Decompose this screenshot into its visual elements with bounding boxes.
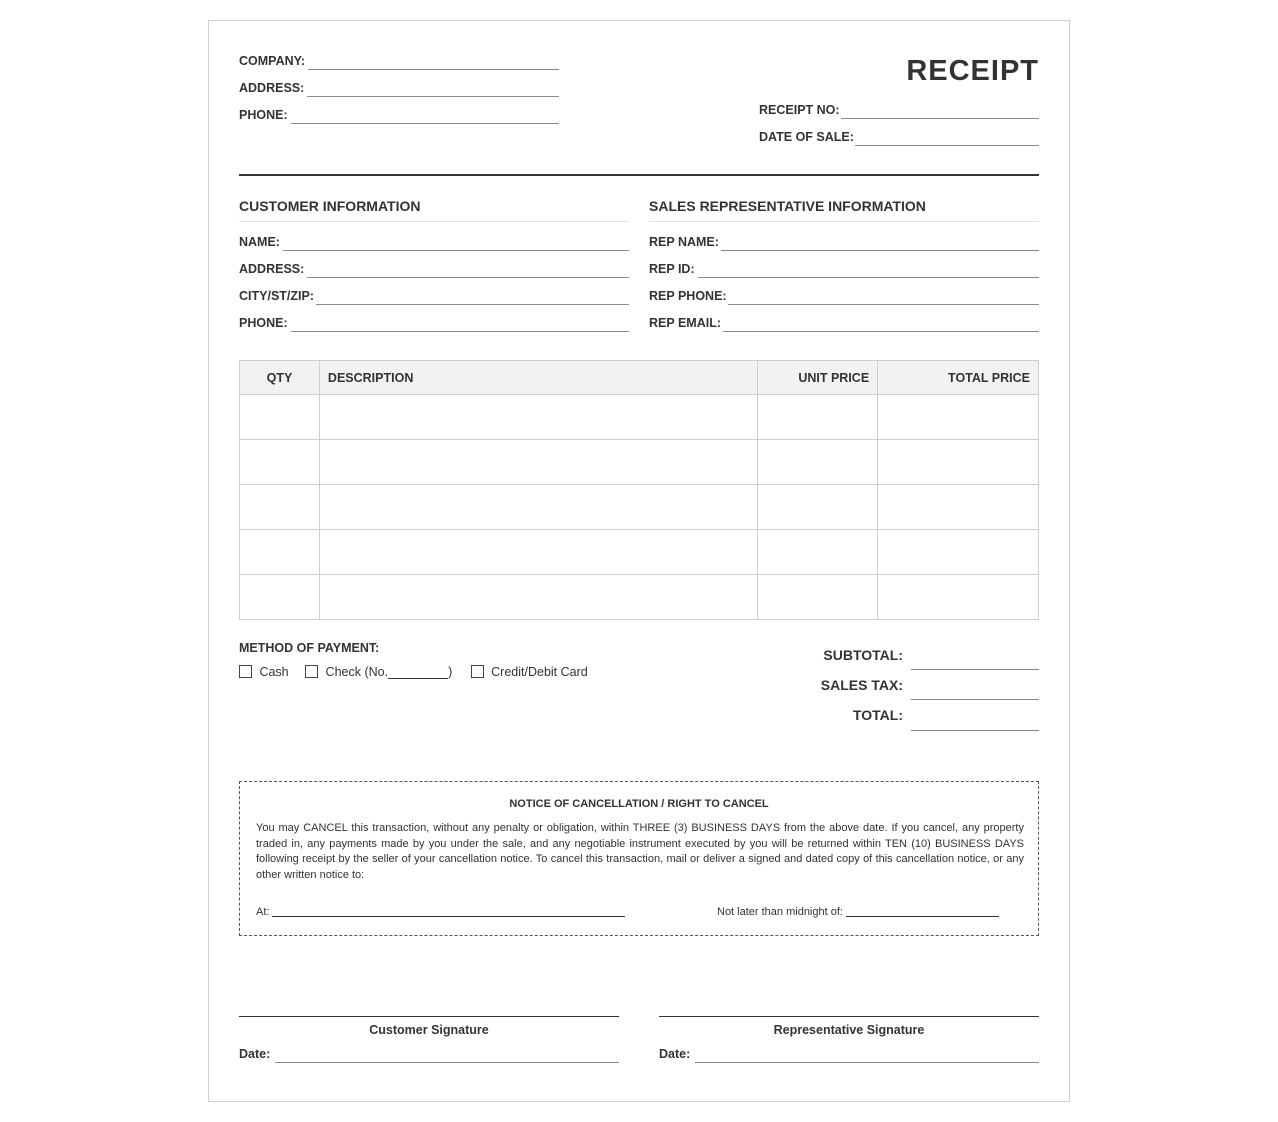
rep-phone-label: REP PHONE:	[649, 289, 727, 303]
customer-heading-rule	[239, 221, 629, 222]
check-checkbox[interactable]	[305, 665, 318, 678]
column-header-unit-price: UNIT PRICE	[758, 361, 878, 395]
rep-date-label: Date:	[659, 1047, 691, 1061]
column-header-qty: QTY	[240, 361, 320, 395]
payment-options	[239, 663, 588, 679]
receipt-no-label: RECEIPT NO:	[759, 103, 840, 117]
rep-heading-rule	[649, 221, 1039, 222]
customer-address-label: ADDRESS:	[239, 262, 305, 276]
customer-date-field[interactable]	[275, 1062, 619, 1063]
customer-signature-line[interactable]	[239, 1016, 619, 1017]
notice-at-field[interactable]	[272, 916, 625, 917]
receipt-page	[208, 20, 1070, 1102]
subtotal-field[interactable]	[911, 669, 1039, 670]
company-phone-field[interactable]	[291, 123, 559, 124]
notice-title: NOTICE OF CANCELLATION / RIGHT TO CANCEL	[509, 798, 769, 810]
rep-name-label: REP NAME:	[649, 235, 719, 249]
table-cell[interactable]	[240, 485, 320, 530]
card-label: Credit/Debit Card	[491, 665, 588, 679]
table-cell[interactable]	[319, 530, 757, 575]
customer-info-heading: CUSTOMER INFORMATION	[239, 198, 421, 214]
table-cell[interactable]	[878, 530, 1039, 575]
rep-signature-label: Representative Signature	[773, 1023, 925, 1037]
customer-address-field[interactable]	[307, 277, 629, 278]
sales-tax-field[interactable]	[911, 699, 1039, 700]
customer-phone-label: PHONE:	[239, 316, 288, 330]
rep-id-field[interactable]	[698, 277, 1039, 278]
table-row	[240, 575, 1039, 620]
card-checkbox[interactable]	[471, 665, 484, 678]
table-row	[240, 530, 1039, 575]
table-cell[interactable]	[758, 440, 878, 485]
rep-date-field[interactable]	[695, 1062, 1039, 1063]
date-of-sale-field[interactable]	[855, 145, 1039, 146]
table-cell[interactable]	[878, 485, 1039, 530]
receipt-title: RECEIPT	[906, 55, 1039, 87]
cancellation-notice	[239, 781, 1039, 936]
rep-name-field[interactable]	[721, 250, 1039, 251]
table-cell[interactable]	[758, 485, 878, 530]
customer-city-label: CITY/ST/ZIP:	[239, 289, 314, 303]
customer-name-label: NAME:	[239, 235, 280, 249]
table-row	[240, 485, 1039, 530]
table-cell[interactable]	[758, 530, 878, 575]
column-header-total-price: TOTAL PRICE	[878, 361, 1039, 395]
table-cell[interactable]	[319, 575, 757, 620]
rep-id-label: REP ID:	[649, 262, 695, 276]
table-cell[interactable]	[878, 440, 1039, 485]
company-label: COMPANY:	[239, 54, 306, 68]
column-header-description: DESCRIPTION	[319, 361, 757, 395]
company-address-field[interactable]	[307, 96, 559, 97]
total-label: TOTAL:	[852, 707, 903, 723]
customer-signature-label: Customer Signature	[369, 1023, 489, 1037]
date-of-sale-label: DATE OF SALE:	[759, 130, 854, 144]
check-label-prefix: Check (No.	[325, 665, 389, 679]
table-cell[interactable]	[319, 485, 757, 530]
rep-signature-line[interactable]	[659, 1016, 1039, 1017]
rep-info-heading: SALES REPRESENTATIVE INFORMATION	[649, 198, 926, 214]
rep-phone-field[interactable]	[728, 304, 1039, 305]
notice-body: You may CANCEL this transaction, without any penalty or obligation, within THREE (3) BUSINESS DAYS from the above date. If you cancel, any property traded in, any payments made by you under the sale, and any negotiable instrument executed by you will be returned within TEN (10) BUSINESS DAYS following receipt by the seller of your cancellation notice. To cancel this transaction, mail or deliver a signed and dated copy of this cancellation notice, or any other written notice to:	[256, 822, 1024, 881]
sales-tax-label: SALES TAX:	[820, 677, 903, 693]
items-table	[239, 360, 1039, 620]
table-cell[interactable]	[240, 395, 320, 440]
receipt-no-field[interactable]	[841, 118, 1039, 119]
table-cell[interactable]	[319, 395, 757, 440]
table-cell[interactable]	[878, 575, 1039, 620]
table-cell[interactable]	[240, 530, 320, 575]
company-phone-label: PHONE:	[239, 108, 288, 122]
table-cell[interactable]	[319, 440, 757, 485]
check-number-field[interactable]	[388, 667, 448, 679]
customer-date-label: Date:	[239, 1047, 271, 1061]
subtotal-label: SUBTOTAL:	[823, 647, 903, 663]
total-field[interactable]	[911, 730, 1039, 731]
notice-at-label: At:	[256, 906, 270, 918]
table-cell[interactable]	[758, 395, 878, 440]
check-label-suffix: )	[448, 665, 453, 679]
table-row	[240, 440, 1039, 485]
table-cell[interactable]	[758, 575, 878, 620]
notice-midnight-field[interactable]	[846, 916, 999, 917]
customer-name-field[interactable]	[283, 250, 629, 251]
items-table-header	[240, 361, 1039, 395]
company-address-label: ADDRESS:	[239, 81, 305, 95]
header-divider	[239, 174, 1039, 176]
company-field[interactable]	[308, 69, 559, 70]
table-cell[interactable]	[878, 395, 1039, 440]
table-cell[interactable]	[240, 575, 320, 620]
cash-checkbox[interactable]	[239, 665, 252, 678]
customer-city-field[interactable]	[316, 304, 629, 305]
payment-method-heading: METHOD OF PAYMENT:	[239, 641, 380, 655]
table-cell[interactable]	[240, 440, 320, 485]
table-row	[240, 395, 1039, 440]
notice-midnight-label: Not later than midnight of:	[717, 906, 843, 918]
customer-phone-field[interactable]	[291, 331, 629, 332]
rep-email-label: REP EMAIL:	[649, 316, 721, 330]
rep-email-field[interactable]	[723, 331, 1039, 332]
cash-label: Cash	[259, 665, 289, 679]
